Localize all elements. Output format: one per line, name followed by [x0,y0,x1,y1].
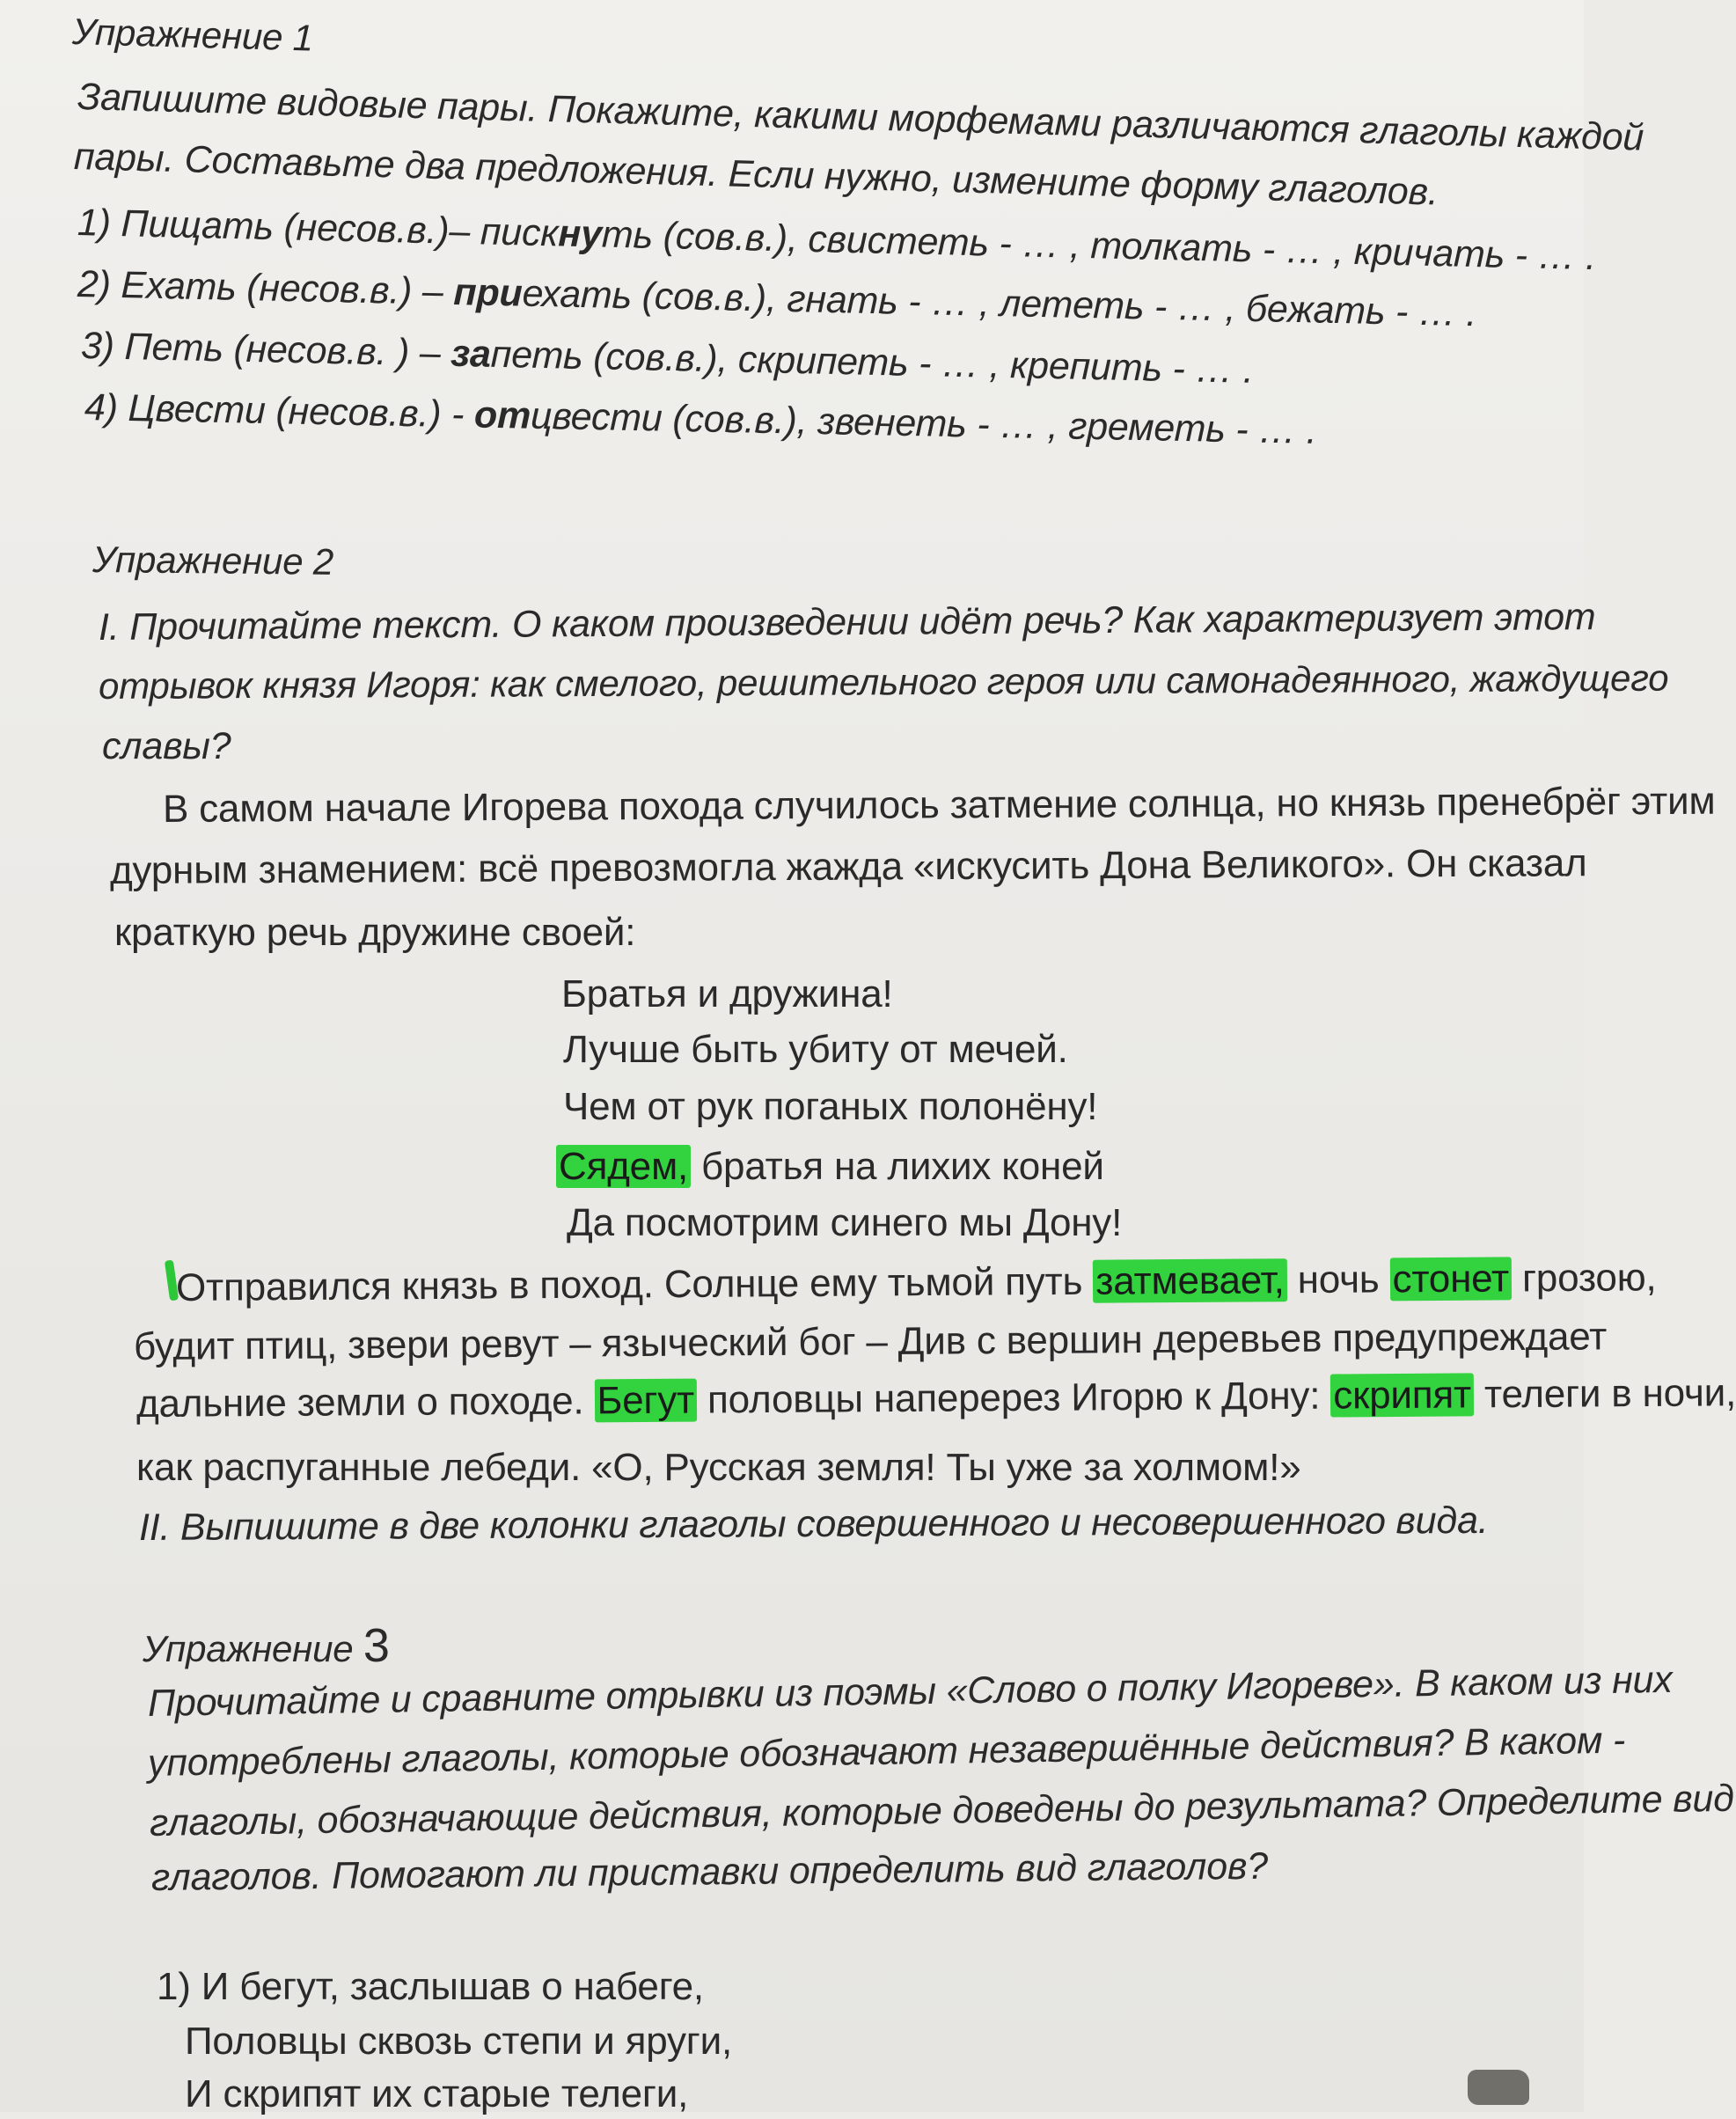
exercise-3-title-number: 3 [363,1619,390,1672]
exercise-2-task-line-3: славы? [102,725,231,767]
item-2-suffix: ехать (сов.в.), гнать - … , лететь - … , бежать - … . [522,272,1477,335]
p2-line-3-end: телеги в ночи, [1473,1371,1736,1417]
item-2-morpheme: при [452,270,524,315]
exercise-2-paragraph-2-line-1 [176,1253,1657,1313]
exercise-2-title: Упражнение 2 [92,539,334,583]
highlight-begut: Бегут [594,1379,697,1423]
p2-line-1-end: грозою, [1511,1256,1657,1301]
highlight-stonet: стонет [1389,1257,1512,1301]
exercise-1-item-4 [84,383,1317,456]
exercise-3-verse-line-1: 1) И бегут, заслышав о набеге, [157,1965,704,2008]
poem-line-3: Чем от рук поганых полонёну! [563,1085,1098,1128]
exercise-3-task-line-1: Прочитайте и сравните отрывки из поэмы «Слово о полку Игореве». В каком из них [147,1658,1673,1725]
exercise-2-paragraph-2-line-4: как распуганные лебеди. «О, Русская земля! Ты уже за холмом!» [136,1446,1301,1489]
highlight-zatmevaet: затмевает, [1093,1258,1287,1303]
exercise-3-verse-line-2: Половцы сквозь степи и яруги, [185,2020,733,2063]
item-3-suffix: петь (сов.в.), скрипеть - … , крепить - … . [490,333,1255,392]
exercise-3-task-line-3: глаголы, обозначающие действия, которые доведены до результата? Определите вид [149,1777,1735,1844]
exercise-2-paragraph-line-1: В самом начале Игорева похода случилось затмение солнца, но князь пренебрёг этим [162,779,1716,831]
item-4-morpheme: от [473,393,531,437]
poem-line-2: Лучше быть убиту от мечей. [563,1028,1068,1071]
poem-line-4 [556,1142,1104,1191]
poem-line-5: Да посмотрим синего мы Дону! [567,1201,1123,1244]
item-4-prefix: 4) Цвести (несов.в.) - [84,386,475,436]
exercise-1-task-line-2: пары. Составьте два предложения. Если нужно, измените форму глаголов. [73,136,1439,214]
p2-line-3-start: дальние земли о походе. [136,1379,595,1426]
highlight-skripyat: скрипят [1330,1373,1474,1417]
exercise-2-task-2: II. Выпишите в две колонки глаголы совершенного и несовершенного вида. [138,1499,1489,1549]
p2-line-3-mid: половцы наперерез Игорю к Дону: [696,1374,1331,1422]
exercise-2-paragraph-2-line-2: будит птиц, звери ревут – языческий бог – Див с вершин деревьев предупреждает [133,1315,1608,1368]
exercise-2-task-line-1: I. Прочитайте текст. О каком произведении идёт речь? Как характеризует этот [98,596,1596,649]
exercise-2-paragraph-2-line-3 [136,1368,1736,1429]
item-1-suffix: ть (сов.в.), свистеть - … , толкать - … , кричать - … . [601,213,1597,279]
exercise-1-title: Упражнение 1 [71,11,314,59]
corner-smudge [1468,2070,1529,2105]
exercise-3-task-line-4: глаголов. Помогают ли приставки определить вид глаголов? [150,1844,1269,1899]
item-1-morpheme: ну [557,212,603,256]
highlight-syadem: Сядем, [556,1145,691,1188]
exercise-3-task-line-2: употреблены глаголы, которые обозначают незавершённые действия? В каком - [147,1719,1626,1785]
poem-line-1: Братья и дружина! [561,972,893,1016]
exercise-3-verse-line-3: И скрипят их старые телеги, [185,2072,689,2115]
exercise-2-paragraph-line-2: дурным знамением: всё превозмогла жажда «искусить Дона Великого». Он сказал [109,841,1587,892]
exercise-1-item-3 [80,321,1254,395]
p2-line-1-start: Отправился князь в поход. Солнце ему тьмой путь [175,1259,1094,1309]
item-3-morpheme: за [450,332,492,376]
poem-line-4-rest: братья на лихих коней [691,1145,1104,1188]
exercise-1-task-line-1: Запишите видовые пары. Покажите, какими морфемами различаются глаголы каждой [77,76,1644,159]
exercise-2-paragraph-line-3: краткую речь дружине своей: [114,911,636,954]
item-1-prefix: 1) Пищать (несов.в.)– писк [77,202,560,255]
p2-line-1-mid: ночь [1286,1257,1390,1302]
exercise-3-title-text: Упражнение [143,1628,363,1669]
exercise-3-title [143,1621,390,1674]
item-3-prefix: 3) Петь (несов.в. ) – [80,325,451,375]
item-2-prefix: 2) Ехать (несов.в.) – [77,263,454,313]
exercise-2-task-line-2: отрывок князя Игоря: как смелого, решительного героя или самонадеянного, жаждущего [98,656,1669,707]
item-4-suffix: цвести (сов.в.), звенеть - … , греметь - … . [530,394,1318,452]
